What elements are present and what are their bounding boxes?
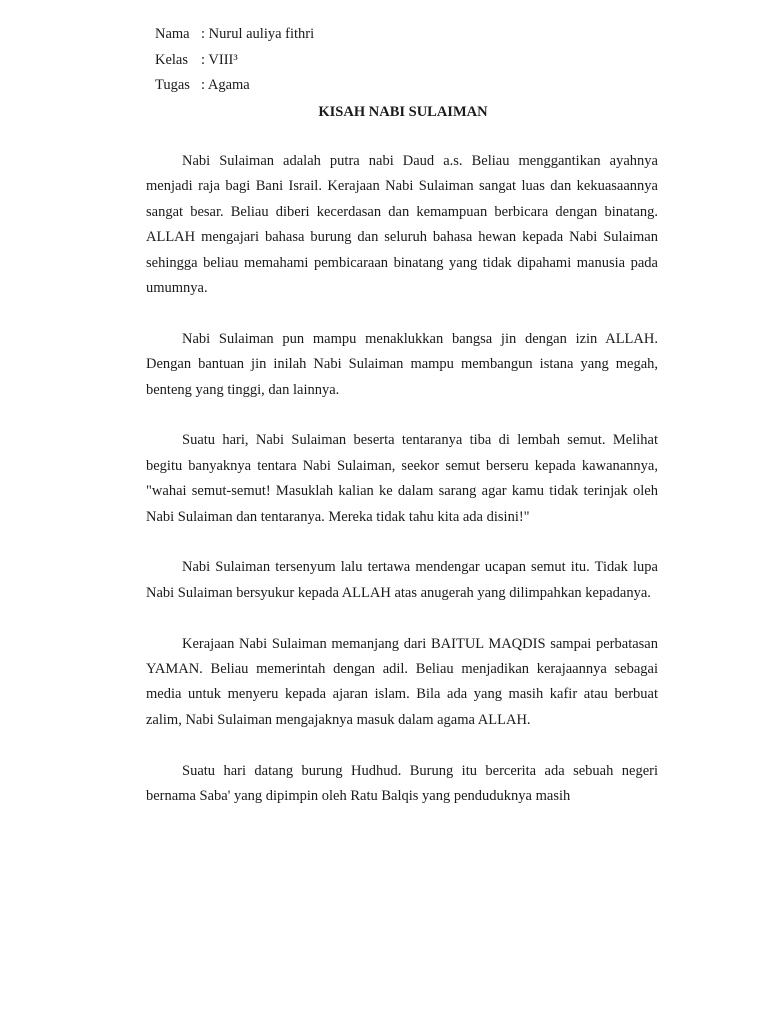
info-label: Nama: [155, 26, 190, 42]
info-value: : VIII³: [201, 51, 238, 68]
paragraph: Nabi Sulaiman pun mampu menaklukkan bangsa jin dengan izin ALLAH. Dengan bantuan jin inilah Nabi Sulaiman mampu membangun istana yang megah, benteng yang tinggi, dan lainnya.: [146, 330, 658, 398]
student-info: [155, 22, 314, 99]
document-title: KISAH NABI SULAIMAN: [318, 104, 488, 120]
paragraph: Kerajaan Nabi Sulaiman memanjang dari BAITUL MAQDIS sampai perbatasan YAMAN. Beliau memerintah dengan adil. Beliau menjadikan kerajaannya sebagai media untuk menyeru kepada ajaran islam. Bila ada yang masih kafir atau berbuat zalim, Nabi Sulaiman mengajaknya masuk dalam agama ALLAH.: [146, 635, 658, 728]
document-body: [146, 149, 658, 809]
info-label: Kelas: [155, 51, 189, 68]
info-value: : Nurul auliya fithri: [201, 26, 315, 42]
paragraph: Suatu hari datang burung Hudhud. Burung itu bercerita ada sebuah negeri bernama Saba' yang dipimpin oleh Ratu Balqis yang penduduknya masih: [146, 762, 658, 805]
info-row-task: [155, 73, 314, 99]
info-row-class: [155, 48, 314, 74]
paragraph: Nabi Sulaiman tersenyum lalu tertawa mendengar ucapan semut itu. Tidak lupa Nabi Sulaiman bersyukur kepada ALLAH atas anugerah yang dilimpahkan kepadanya.: [146, 559, 658, 601]
paragraph: Suatu hari, Nabi Sulaiman beserta tentaranya tiba di lembah semut. Melihat begitu banyaknya tentara Nabi Sulaiman, seekor semut berseru kepada kawanannya, "wahai semut-semut! Masuklah kalian ke dalam sarang agar kamu tidak terinjak oleh Nabi Sulaiman dan tentaranya. Mereka tidak tahu kita ada disini!": [146, 432, 658, 525]
info-label: Tugas: [155, 77, 190, 93]
info-value: : Agama: [201, 77, 250, 93]
info-row-name: [155, 22, 314, 48]
paragraph: Nabi Sulaiman adalah putra nabi Daud a.s. Beliau menggantikan ayahnya menjadi raja bagi Bani Israil. Kerajaan Nabi Sulaiman sangat luas dan kekuasaannya sangat besar. Beliau diberi kecerdasan dan kemampuan berbicara dengan binatang. ALLAH mengajari bahasa burung dan seluruh bahasa hewan kepada Nabi Sulaiman sehingga beliau memahami pembicaraan binatang yang tidak dipahami manusia pada umumnya.: [146, 153, 658, 297]
